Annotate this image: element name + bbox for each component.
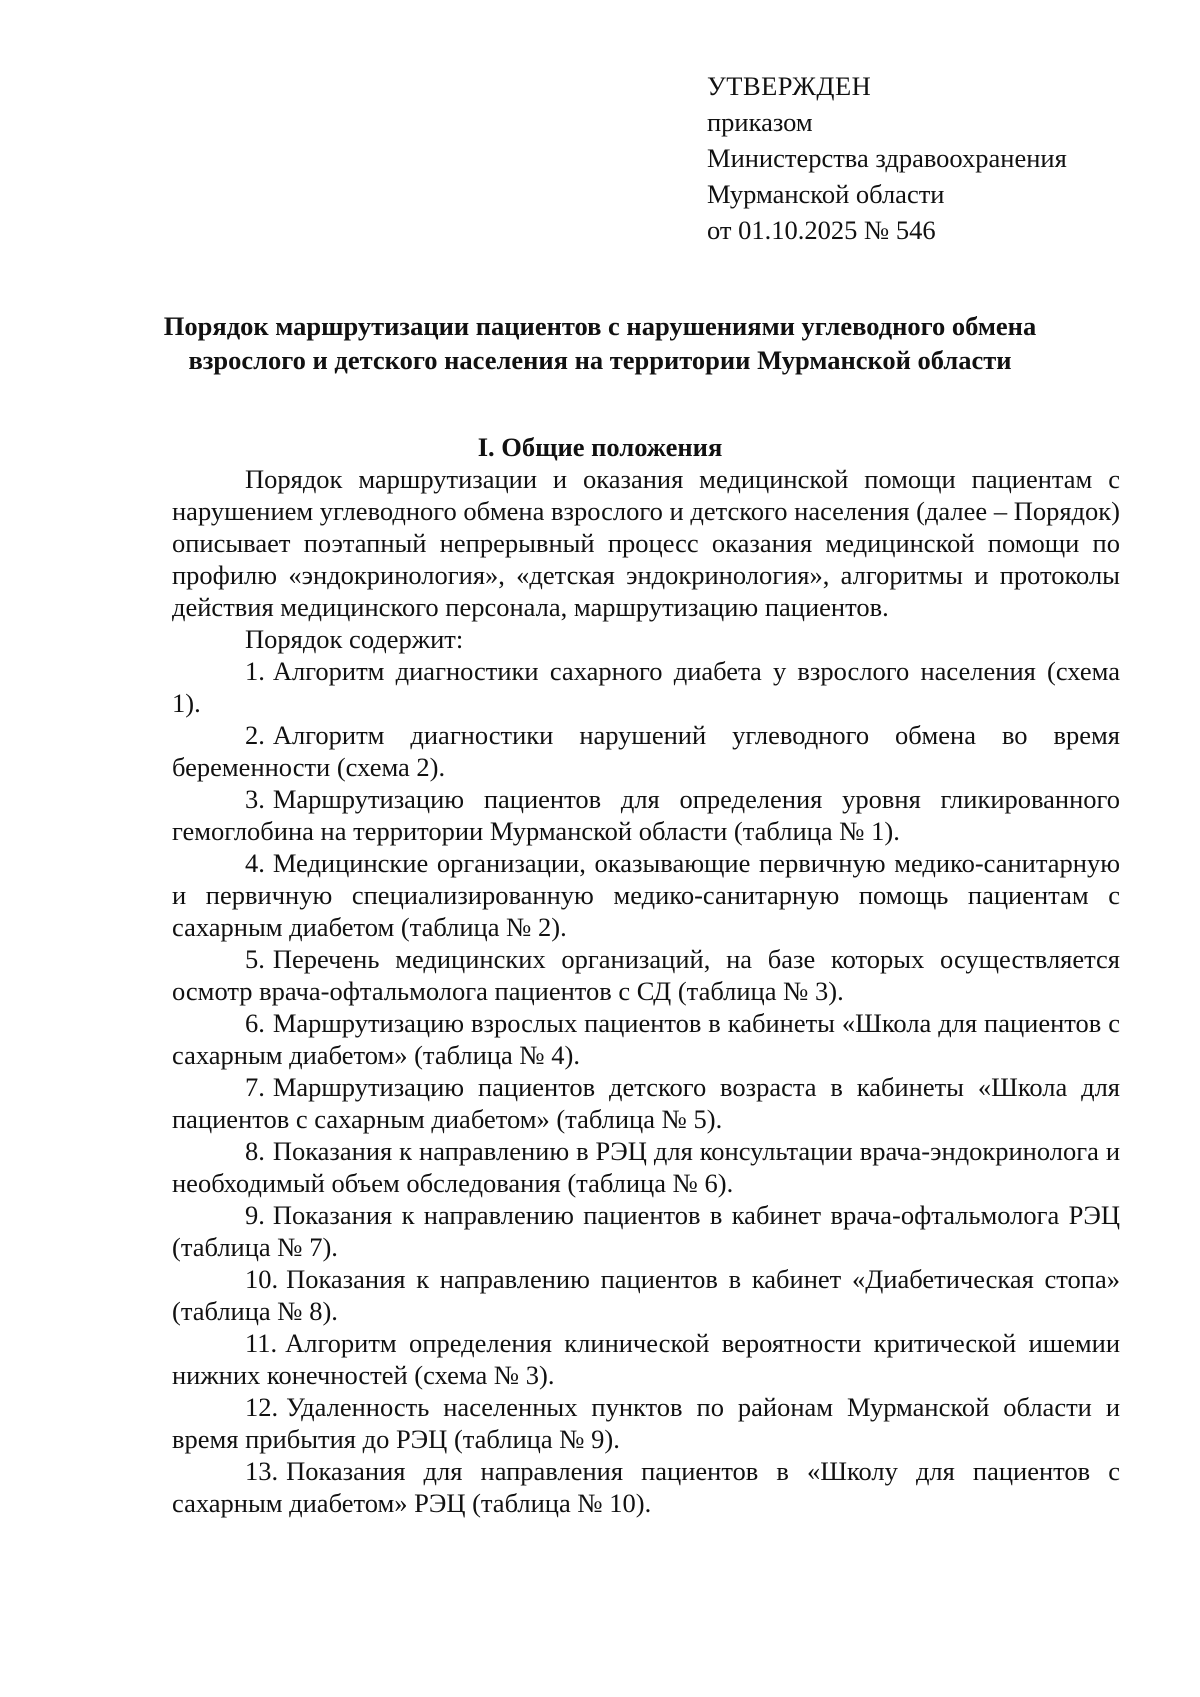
list-item xyxy=(172,1263,1120,1327)
list-item-text: Медицинские организации, оказывающие первичную медико-санитарную и первичную специализированную медико-санитарную помощь пациентам с сахарным диабетом (таблица № 2). xyxy=(172,848,1120,942)
list-item-number: 1. xyxy=(245,656,265,686)
list-item-text: Алгоритм диагностики нарушений углеводного обмена во время беременности (схема 2). xyxy=(172,720,1120,782)
list-item xyxy=(172,655,1120,719)
list-item xyxy=(172,1199,1120,1263)
list-item-text: Перечень медицинских организаций, на базе которых осуществляется осмотр врача-офтальмолога пациентов с СД (таблица № 3). xyxy=(172,944,1120,1006)
list-item-number: 3. xyxy=(245,784,265,814)
list-item xyxy=(172,1327,1120,1391)
list-item-number: 5. xyxy=(245,944,265,974)
list-item-number: 10. xyxy=(245,1264,279,1294)
list-item xyxy=(172,1007,1120,1071)
document-title-line: Порядок маршрутизации пациентов с нарушениями углеводного обмена xyxy=(163,311,1037,341)
list-item-text: Маршрутизацию пациентов детского возраста в кабинеты «Школа для пациентов с сахарным диабетом» (таблица № 5). xyxy=(172,1072,1120,1134)
approval-stamp xyxy=(707,68,1067,248)
section-heading: I. Общие положения xyxy=(477,432,723,462)
intro-paragraph: Порядок маршрутизации и оказания медицинской помощи пациентам с нарушением углеводного обмена взрослого и детского населения (далее – Порядок) описывает поэтапный непрерывный процесс оказания медицинской помощи по профилю «эндокринология», «детская эндокринология», алгоритмы и протоколы действия медицинского персонала, маршрутизацию пациентов. xyxy=(172,464,1120,622)
list-item-number: 11. xyxy=(245,1328,278,1358)
list-item xyxy=(172,1071,1120,1135)
list-item-number: 9. xyxy=(245,1200,265,1230)
list-item-number: 13. xyxy=(245,1456,279,1486)
list-item-text: Показания к направлению в РЭЦ для консультации врача-эндокринолога и необходимый объем обследования (таблица № 6). xyxy=(172,1136,1120,1198)
list-item xyxy=(172,943,1120,1007)
list-item-number: 6. xyxy=(245,1008,265,1038)
list-item-number: 4. xyxy=(245,848,265,878)
document-title-line: взрослого и детского населения на территории Мурманской области xyxy=(188,345,1012,375)
list-item-text: Показания к направлению пациентов в кабинет «Диабетическая стопа» (таблица № 8). xyxy=(172,1264,1120,1326)
list-item xyxy=(172,783,1120,847)
list-item-number: 7. xyxy=(245,1072,265,1102)
list-item xyxy=(172,847,1120,943)
approval-line: приказом xyxy=(707,107,813,137)
section-body xyxy=(172,463,1120,1519)
list-item-number: 8. xyxy=(245,1136,265,1166)
list-item-text: Алгоритм определения клинической вероятности критической ишемии нижних конечностей (схема № 3). xyxy=(172,1328,1120,1390)
list-item xyxy=(172,1455,1120,1519)
list-item-number: 2. xyxy=(245,720,265,750)
contents-label: Порядок содержит: xyxy=(245,624,464,654)
list-item-text: Показания к направлению пациентов в кабинет врача-офтальмолога РЭЦ (таблица № 7). xyxy=(172,1200,1120,1262)
approval-heading: УТВЕРЖДЕН xyxy=(707,71,872,101)
list-item-text: Удаленность населенных пунктов по районам Мурманской области и время прибытия до РЭЦ (таблица № 9). xyxy=(172,1392,1120,1454)
list-item-text: Маршрутизацию пациентов для определения уровня гликированного гемоглобина на территории Мурманской области (таблица № 1). xyxy=(172,784,1120,846)
list-item-text: Алгоритм диагностики сахарного диабета у взрослого населения (схема 1). xyxy=(172,656,1120,718)
document-title xyxy=(140,309,1060,377)
list-item xyxy=(172,1391,1120,1455)
approval-order-date: от 01.10.2025 № 546 xyxy=(707,215,936,245)
list-item-number: 12. xyxy=(245,1392,279,1422)
list-item xyxy=(172,1135,1120,1199)
list-item-text: Маршрутизацию взрослых пациентов в кабинеты «Школа для пациентов с сахарным диабетом» (таблица № 4). xyxy=(172,1008,1120,1070)
list-item-text: Показания для направления пациентов в «Школу для пациентов с сахарным диабетом» РЭЦ (таблица № 10). xyxy=(172,1456,1120,1518)
list-item xyxy=(172,719,1120,783)
approval-line: Мурманской области xyxy=(707,179,945,209)
approval-line: Министерства здравоохранения xyxy=(707,143,1067,173)
